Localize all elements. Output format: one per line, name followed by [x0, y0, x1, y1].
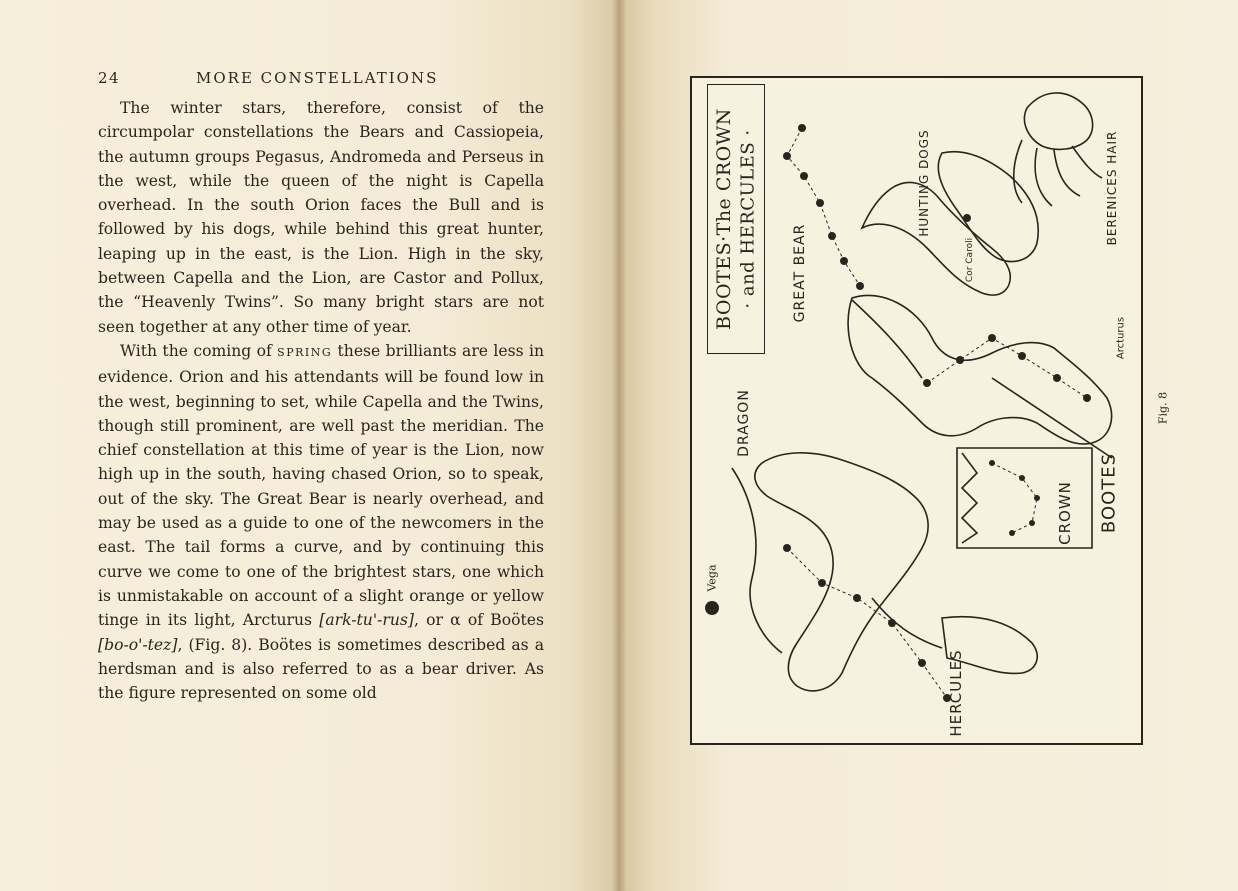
star — [988, 334, 996, 342]
paragraph-2 — [98, 339, 544, 705]
bootes-lines — [927, 338, 1087, 398]
star — [1034, 495, 1040, 501]
hercules-leg — [732, 468, 782, 653]
label-arcturus: Arcturus — [1115, 316, 1127, 360]
star — [783, 544, 791, 552]
page-number: 24 — [98, 69, 121, 87]
p2-part1: With the coming of — [120, 341, 278, 360]
star — [1083, 394, 1091, 402]
hercules-lines — [787, 548, 947, 698]
figure-title-box — [707, 84, 765, 354]
label-hunting-dogs: HUNTING DOGS — [917, 129, 931, 237]
label-cor-caroli: Cor Caroli — [965, 237, 975, 283]
crown-points — [962, 453, 977, 543]
p2-part2: these brilliants are less in evidence. Orion and his attendants will be found low in the west, beginning to set, while Capella and the Twins, though still prominent, are well past the meridian. The chief constellation at this time of year is the Lion, now high up in the south, having chased Orion, so to speak, out of the sky. The Great Bear is nearly overhead, and may be used as a guide to one of the newcomers in the east. The tail forms a curve, and by continuing this curve we come to one of the brightest stars, one which is unmistakable on account of a slight orange or yellow tinge in its light, Arcturus — [98, 341, 544, 630]
star — [828, 232, 836, 240]
hunting-dog-1 — [862, 182, 1010, 295]
star — [798, 124, 806, 132]
star — [840, 257, 848, 265]
star — [856, 282, 864, 290]
berenices-hair-head — [1024, 93, 1092, 149]
star — [816, 199, 824, 207]
star — [1019, 475, 1025, 481]
star — [1018, 352, 1026, 360]
label-crown: CROWN — [1056, 481, 1074, 545]
label-dragon: DRAGON — [736, 389, 752, 457]
star — [963, 214, 971, 222]
star — [1053, 374, 1061, 382]
hercules-figure-outline — [755, 453, 928, 691]
label-hercules: HERCULES — [947, 649, 965, 737]
label-bootes: BOOTES — [1098, 452, 1120, 534]
spring-smallcaps: SPRING — [277, 345, 333, 359]
label-great-bear: GREAT BEAR — [792, 223, 808, 323]
figure-8-illustration — [690, 76, 1170, 745]
star — [783, 152, 791, 160]
star — [853, 594, 861, 602]
pronunciation-arcturus: [ark-tu'-rus] — [319, 611, 414, 630]
p2-part3: , or α of Boötes — [413, 611, 544, 630]
star — [956, 356, 964, 364]
hercules-arm — [872, 598, 942, 648]
p2-part4: , (Fig. 8). Boötes is sometimes described as a herdsman and is also referred to as a bear driver. As the figure represented on some old — [98, 635, 544, 703]
star-lines — [787, 128, 1087, 698]
star — [1009, 530, 1015, 536]
star — [923, 379, 931, 387]
star — [1029, 520, 1035, 526]
paragraph-1: The winter stars, therefore, consist of the circumpolar constellations the Bears and Cassiopeia, the autumn groups Pegasus, Andromeda and Perseus in the west, while the queen of the night is Capella overhead. In the south Orion faces the Bull and is followed by his dogs, while behind this great hunter, leaping up in the east, is the Lion. High in the sky, between Capella and the Lion, are Castor and Pollux, the “Heavenly Twins”. So many bright stars are not seen together at any other time of year. — [98, 99, 544, 336]
label-vega: Vega — [705, 564, 719, 592]
star — [800, 172, 808, 180]
running-title: MORE CONSTELLATIONS — [196, 69, 439, 87]
body-text — [98, 96, 544, 705]
figure-title-line1: BOOTES·The CROWN — [713, 108, 735, 330]
figure-caption: Fig. 8 — [1156, 391, 1170, 425]
star — [918, 659, 926, 667]
pronunciation-bootes: [bo-o'-tez] — [98, 635, 178, 654]
star — [989, 460, 995, 466]
star — [888, 619, 896, 627]
label-berenices-hair: BERENICES HAIR — [1105, 130, 1119, 246]
vega-star — [705, 601, 719, 615]
star — [818, 579, 826, 587]
book-gutter — [612, 0, 626, 891]
figure-title-line2: · and HERCULES · — [737, 129, 759, 309]
bootes-figure-outline — [848, 295, 1112, 444]
